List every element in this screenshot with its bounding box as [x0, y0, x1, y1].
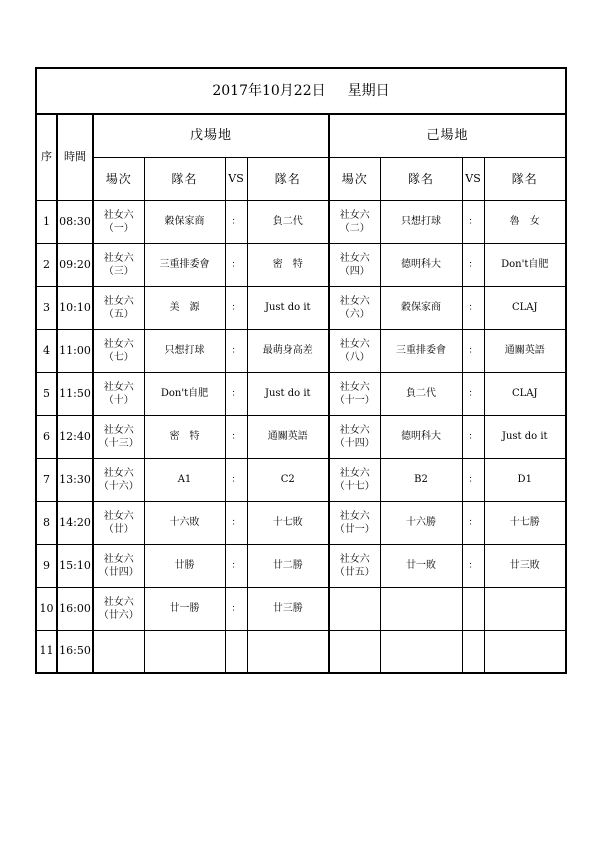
left-match-cell [93, 587, 144, 630]
right-match-number: （十四） [334, 437, 375, 449]
left-team2: 廿三勝 [247, 587, 329, 630]
left-match-cell [93, 286, 144, 329]
row-number: 6 [36, 415, 57, 458]
vs-header: VS [225, 157, 247, 200]
left-team1: Don't自肥 [144, 372, 225, 415]
right-team1: 德明科大 [380, 415, 462, 458]
table-row [36, 200, 566, 243]
table-row [36, 587, 566, 630]
left-match-label: 社女六 [103, 252, 134, 264]
left-match-cell [93, 501, 144, 544]
right-team2: 十七勝 [484, 501, 566, 544]
right-team2: 廿三敗 [484, 544, 566, 587]
left-vs-separator [225, 630, 247, 673]
right-match-label: 社女六 [339, 209, 370, 221]
left-match-number: （七） [103, 351, 134, 363]
left-vs-separator: ： [225, 587, 247, 630]
table-row [36, 544, 566, 587]
left-match-label: 社女六 [103, 467, 134, 479]
right-vs-separator: ： [462, 329, 484, 372]
team-header: 隊名 [247, 157, 329, 200]
match-header: 場次 [329, 157, 380, 200]
right-match-cell [329, 458, 380, 501]
left-match-cell [93, 329, 144, 372]
vs-header: VS [462, 157, 484, 200]
right-team2: CLAJ [484, 372, 566, 415]
right-vs-separator: ： [462, 286, 484, 329]
left-match-cell [93, 243, 144, 286]
right-team1 [380, 587, 462, 630]
row-number: 2 [36, 243, 57, 286]
row-number: 10 [36, 587, 57, 630]
left-match-label: 社女六 [103, 553, 134, 565]
left-match-number: （十六） [98, 480, 139, 492]
right-match-number: （十七） [334, 480, 375, 492]
right-match-cell [329, 243, 380, 286]
right-team2: 通關英語 [484, 329, 566, 372]
right-vs-separator: ： [462, 501, 484, 544]
left-match-label: 社女六 [103, 510, 134, 522]
right-match-number: （八） [339, 351, 370, 363]
right-team1 [380, 630, 462, 673]
right-match-label: 社女六 [339, 252, 370, 264]
left-team1: 廿一勝 [144, 587, 225, 630]
right-vs-separator: ： [462, 415, 484, 458]
schedule-body [36, 68, 566, 673]
left-vs-separator: ： [225, 243, 247, 286]
seq-header: 序 [36, 114, 57, 200]
right-team2 [484, 587, 566, 630]
left-team2 [247, 630, 329, 673]
left-match-number: （十） [103, 394, 134, 406]
right-match-label: 社女六 [339, 553, 370, 565]
table-row [36, 329, 566, 372]
left-match-number: （廿） [103, 523, 134, 535]
right-team1: B2 [380, 458, 462, 501]
right-team2: Don't自肥 [484, 243, 566, 286]
right-team2: CLAJ [484, 286, 566, 329]
right-match-cell [329, 372, 380, 415]
left-match-label: 社女六 [103, 338, 134, 350]
left-team2: 通關英語 [247, 415, 329, 458]
left-vs-separator: ： [225, 501, 247, 544]
left-match-label: 社女六 [103, 295, 134, 307]
row-time: 11:50 [57, 372, 93, 415]
right-team1: 三重排委會 [380, 329, 462, 372]
left-team2: 廿二勝 [247, 544, 329, 587]
title-row [36, 68, 566, 114]
right-match-cell [329, 630, 380, 673]
table-row [36, 243, 566, 286]
venue-header-row [36, 114, 566, 157]
left-match-cell [93, 372, 144, 415]
left-match-label: 社女六 [103, 381, 134, 393]
row-number: 3 [36, 286, 57, 329]
left-team1: A1 [144, 458, 225, 501]
table-row [36, 372, 566, 415]
left-vs-separator: ： [225, 372, 247, 415]
left-team1: 只想打球 [144, 329, 225, 372]
right-match-label: 社女六 [339, 510, 370, 522]
title-weekday: 星期日 [347, 83, 390, 99]
team-header: 隊名 [144, 157, 225, 200]
table-row [36, 458, 566, 501]
right-team1: 穀保家商 [380, 286, 462, 329]
left-team2: 密 特 [247, 243, 329, 286]
table-row [36, 286, 566, 329]
row-time: 15:10 [57, 544, 93, 587]
right-match-label: 社女六 [339, 338, 370, 350]
right-team1: 德明科大 [380, 243, 462, 286]
left-team1: 密 特 [144, 415, 225, 458]
left-match-number: （三） [103, 265, 134, 277]
row-number: 11 [36, 630, 57, 673]
venue-left-header: 戊場地 [93, 114, 329, 157]
team-header: 隊名 [380, 157, 462, 200]
table-row [36, 415, 566, 458]
table-row [36, 501, 566, 544]
team-header: 隊名 [484, 157, 566, 200]
right-match-number: （廿一） [334, 523, 375, 535]
row-number: 5 [36, 372, 57, 415]
right-vs-separator: ： [462, 544, 484, 587]
left-match-number: （廿六） [98, 609, 139, 621]
left-vs-separator: ： [225, 200, 247, 243]
match-header: 場次 [93, 157, 144, 200]
right-match-cell [329, 587, 380, 630]
table-row [36, 630, 566, 673]
left-team2: 十七敗 [247, 501, 329, 544]
row-number: 4 [36, 329, 57, 372]
left-match-cell [93, 458, 144, 501]
row-time: 08:30 [57, 200, 93, 243]
row-time: 16:00 [57, 587, 93, 630]
right-vs-separator: ： [462, 200, 484, 243]
right-vs-separator: ： [462, 243, 484, 286]
right-vs-separator: ： [462, 372, 484, 415]
left-match-cell [93, 544, 144, 587]
right-match-cell [329, 329, 380, 372]
right-team1: 只想打球 [380, 200, 462, 243]
row-time: 13:30 [57, 458, 93, 501]
right-match-number: （十一） [334, 394, 375, 406]
left-team2: C2 [247, 458, 329, 501]
right-match-label: 社女六 [339, 295, 370, 307]
schedule-title [36, 68, 566, 114]
row-time: 10:10 [57, 286, 93, 329]
left-team2: Just do it [247, 372, 329, 415]
left-vs-separator: ： [225, 458, 247, 501]
right-team1: 負二代 [380, 372, 462, 415]
title-date: 2017年10月22日 [212, 83, 326, 99]
right-match-cell [329, 415, 380, 458]
right-team1: 廿一敗 [380, 544, 462, 587]
right-vs-separator [462, 630, 484, 673]
left-team1 [144, 630, 225, 673]
left-vs-separator: ： [225, 415, 247, 458]
left-match-label: 社女六 [103, 209, 134, 221]
left-match-number: （一） [103, 222, 134, 234]
right-match-number: （六） [339, 308, 370, 320]
left-match-label: 社女六 [103, 596, 134, 608]
right-match-cell [329, 501, 380, 544]
right-team2: 魯 女 [484, 200, 566, 243]
right-match-label: 社女六 [339, 467, 370, 479]
right-vs-separator [462, 587, 484, 630]
right-match-cell [329, 286, 380, 329]
column-header-row [36, 157, 566, 200]
right-match-number: （二） [339, 222, 370, 234]
left-match-label: 社女六 [103, 424, 134, 436]
row-number: 1 [36, 200, 57, 243]
left-vs-separator: ： [225, 286, 247, 329]
right-team2 [484, 630, 566, 673]
left-team2: 負二代 [247, 200, 329, 243]
right-match-label: 社女六 [339, 381, 370, 393]
time-header: 時間 [57, 114, 93, 200]
left-match-cell [93, 415, 144, 458]
left-vs-separator: ： [225, 329, 247, 372]
left-team1: 廿勝 [144, 544, 225, 587]
schedule-table [35, 67, 567, 674]
right-match-cell [329, 200, 380, 243]
left-team1: 穀保家商 [144, 200, 225, 243]
right-vs-separator: ： [462, 458, 484, 501]
right-match-label: 社女六 [339, 424, 370, 436]
right-team1: 十六勝 [380, 501, 462, 544]
left-team1: 美 源 [144, 286, 225, 329]
left-vs-separator: ： [225, 544, 247, 587]
row-time: 09:20 [57, 243, 93, 286]
left-team2: Just do it [247, 286, 329, 329]
row-time: 16:50 [57, 630, 93, 673]
left-match-number: （廿四） [98, 566, 139, 578]
row-number: 8 [36, 501, 57, 544]
row-time: 12:40 [57, 415, 93, 458]
left-team2: 最萌身高差 [247, 329, 329, 372]
left-match-cell [93, 200, 144, 243]
right-team2: Just do it [484, 415, 566, 458]
row-time: 11:00 [57, 329, 93, 372]
right-match-number: （四） [339, 265, 370, 277]
right-match-number: （廿五） [334, 566, 375, 578]
row-number: 7 [36, 458, 57, 501]
left-team1: 三重排委會 [144, 243, 225, 286]
left-match-number: （五） [103, 308, 134, 320]
right-match-cell [329, 544, 380, 587]
row-time: 14:20 [57, 501, 93, 544]
left-match-number: （十三） [98, 437, 139, 449]
left-team1: 十六敗 [144, 501, 225, 544]
venue-right-header: 己場地 [329, 114, 566, 157]
row-number: 9 [36, 544, 57, 587]
left-match-cell [93, 630, 144, 673]
right-team2: D1 [484, 458, 566, 501]
